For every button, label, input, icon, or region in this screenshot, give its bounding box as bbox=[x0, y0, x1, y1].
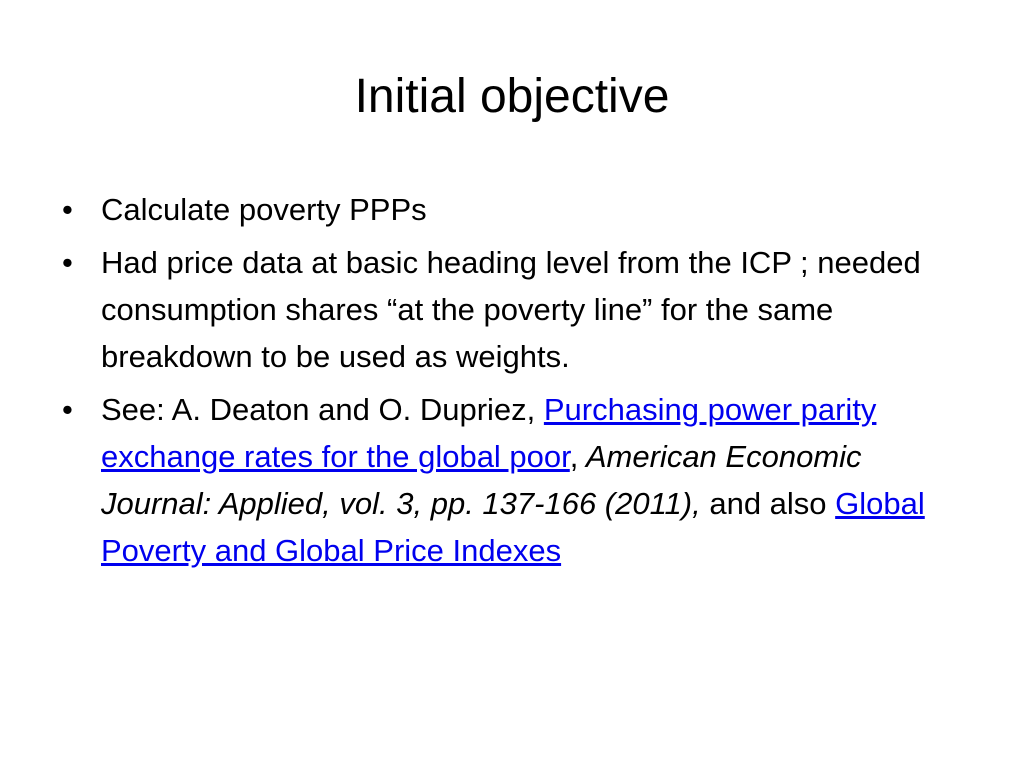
reference-comma: , bbox=[569, 439, 579, 474]
link-global-poverty-price-indexes[interactable]: Global Poverty and Global Price Indexes bbox=[101, 486, 925, 568]
bullet-item-calculate bbox=[56, 186, 961, 233]
bullet-dot-icon: • bbox=[62, 192, 73, 227]
bullet-text: Had price data at basic heading level from the ICP ; needed consumption shares “at the poverty line” for the same breakdown to be used as weights. bbox=[101, 245, 921, 374]
bullet-list bbox=[56, 186, 961, 580]
bullet-item-price-data bbox=[56, 239, 961, 380]
bullet-text: Calculate poverty PPPs bbox=[101, 192, 427, 227]
bullet-item-references bbox=[56, 386, 961, 574]
link-purchasing-power-parity[interactable]: Purchasing power parity exchange rates for the global poor bbox=[101, 392, 877, 474]
and-also-text: and also bbox=[700, 486, 836, 521]
reference-prefix: See: A. Deaton and O. Dupriez, bbox=[101, 392, 544, 427]
bullet-dot-icon: • bbox=[62, 245, 73, 280]
slide-title: Initial objective bbox=[354, 70, 670, 123]
journal-citation: American Economic Journal: Applied, vol. 3, pp. 137-166 (2011), bbox=[101, 439, 862, 521]
bullet-dot-icon: • bbox=[62, 392, 73, 427]
